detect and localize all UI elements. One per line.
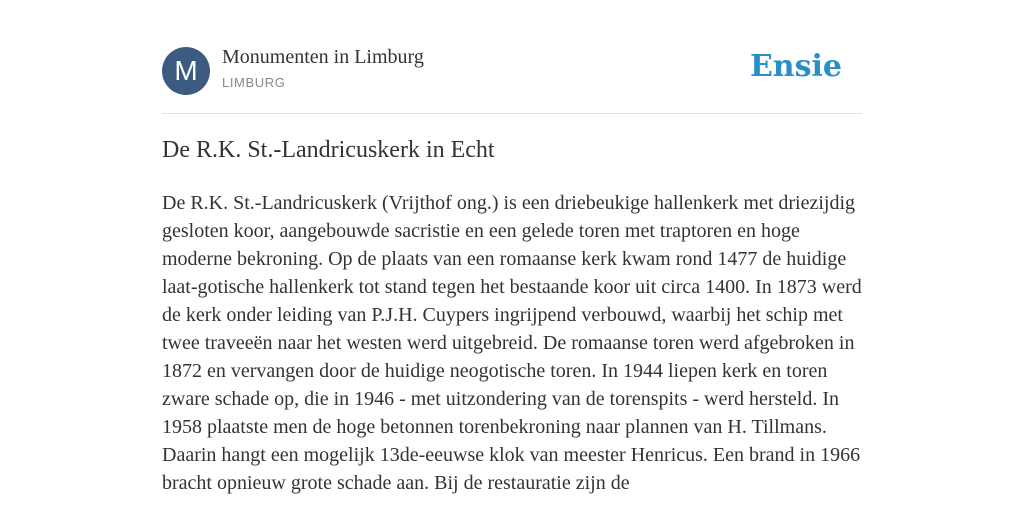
article-title: De R.K. St.-Landricuskerk in Echt [162,137,495,163]
brand-logo[interactable]: Ensie [749,49,842,84]
avatar[interactable]: M [162,47,210,95]
article-body: De R.K. St.-Landricuskerk (Vrijthof ong.) is een driebeukige hallenkerk met driezijdig gesloten koor, aangebouwde sacristie en een gelede toren met traptoren en hoge moderne bekroning. Op de plaats van een romaanse kerk kwam rond 1477 de huidige laat-gotische hallenkerk tot stand tegen het bestaande koor uit circa 1400. In 1873 werd de kerk onder leiding van P.J.H. Cuypers ingrijpend verbouwd, waarbij het schip met twee traveeën naar het westen werd uitgebreid. De romaanse toren werd afgebroken in 1872 en vervangen door de huidige neogotische toren. In 1944 liepen kerk en toren zware schade op, die in 1946 - met uitzondering van de torenspits - werd hersteld. In 1958 plaatste men de hoge betonnen torenbekroning naar plannen van H. Tillmans. Daarin hangt een mogelijk 13de-eeuwse klok van meester Henricus. Een brand in 1966 bracht opnieuw grote schade aan. Bij de restauratie zijn de [162,192,862,494]
header-divider [162,113,862,114]
publication-header [162,46,862,96]
publication-name[interactable]: Monumenten in Limburg [222,46,424,68]
publication-category[interactable]: LIMBURG [222,75,286,90]
